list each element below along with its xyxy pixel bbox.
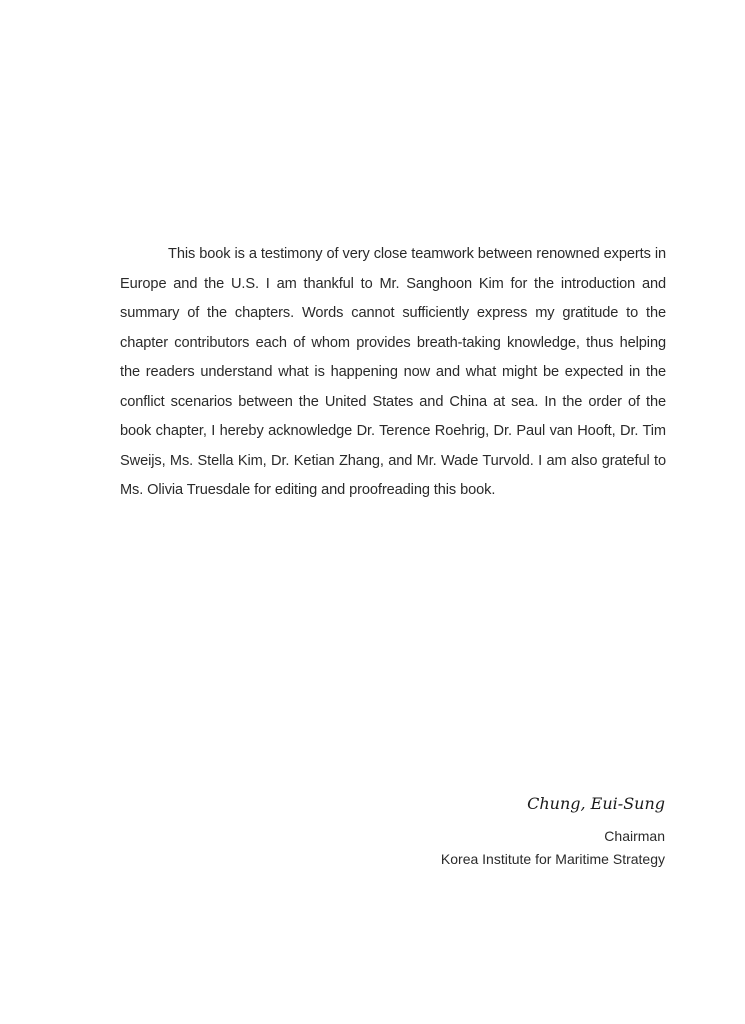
acknowledgement-paragraph: This book is a testimony of very close teamwork between renowned experts in Europe and the U.S. I am thankful to Mr. Sanghoon Kim for the introduction and summary of the chapters. Words cannot sufficiently express my gratitude to the chapter contributors each of whom provides breath-taking knowledge, thus helping the readers understand what is happening now and what might be expected in the conflict scenarios between the United States and China at sea. In the order of the book chapter, I hereby acknowledge Dr. Terence Roehrig, Dr. Paul van Hooft, Dr. Tim Sweijs, Ms. Stella Kim, Dr. Ketian Zhang, and Mr. Wade Turvold. I am also grateful to Ms. Olivia Truesdale for editing and proofreading this book. — [120, 246, 666, 498]
signatory-organization: Korea Institute for Maritime Strategy — [440, 851, 665, 867]
signatory-title: Chairman — [604, 828, 665, 844]
signatory-name: Chung, Eui-Sung — [527, 794, 665, 813]
signature-block — [265, 792, 665, 871]
